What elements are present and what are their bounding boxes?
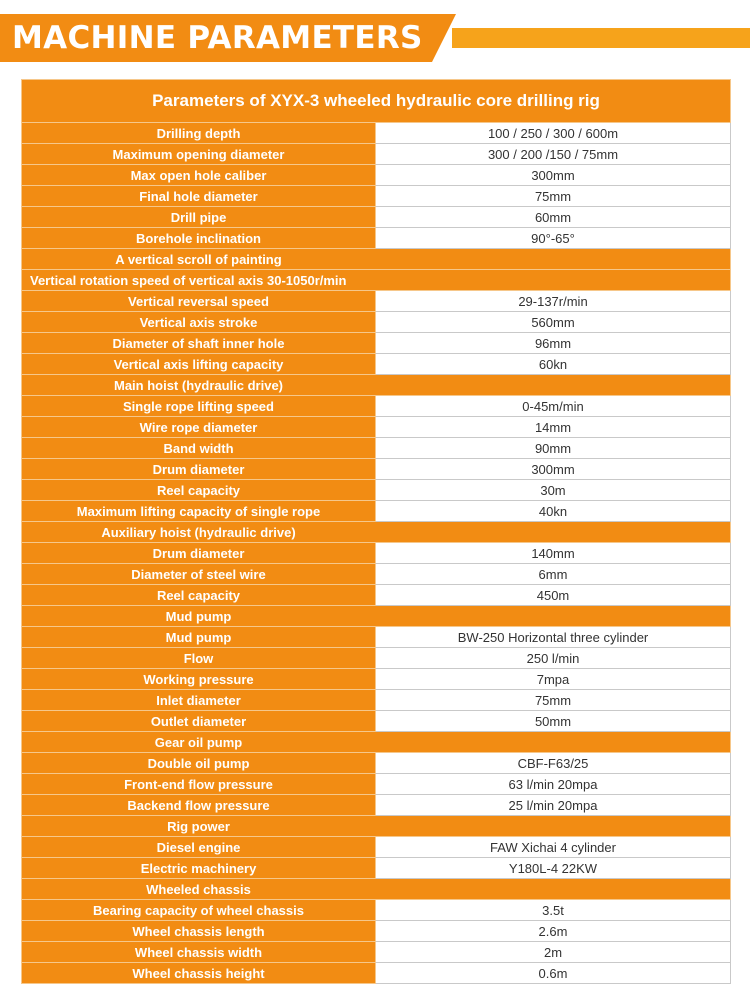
section-cell: [22, 522, 731, 543]
section-row: [22, 816, 731, 837]
param-label: Working pressure: [22, 669, 376, 690]
table-title-row: [22, 80, 731, 123]
param-label: Drum diameter: [22, 459, 376, 480]
param-value: 3.5t: [376, 900, 731, 921]
param-value: 25 l/min 20mpa: [376, 795, 731, 816]
table-row: [22, 228, 731, 249]
param-value: 29-137r/min: [376, 291, 731, 312]
param-label: Mud pump: [22, 627, 376, 648]
table-row: [22, 396, 731, 417]
table-row: [22, 858, 731, 879]
param-label: Max open hole caliber: [22, 165, 376, 186]
param-label: Inlet diameter: [22, 690, 376, 711]
param-label: Reel capacity: [22, 585, 376, 606]
param-value: 96mm: [376, 333, 731, 354]
param-label: Drum diameter: [22, 543, 376, 564]
table-row: [22, 165, 731, 186]
section-label: Wheeled chassis: [146, 881, 251, 897]
param-label: Vertical axis stroke: [22, 312, 376, 333]
table-row: [22, 333, 731, 354]
section-label: Gear oil pump: [154, 734, 243, 750]
section-label: Rig power: [167, 818, 230, 834]
param-value: 450m: [376, 585, 731, 606]
param-value: 60kn: [376, 354, 731, 375]
table-row: [22, 690, 731, 711]
section-cell: [22, 816, 731, 837]
banner-stripe: [452, 28, 750, 48]
param-value: 90mm: [376, 438, 731, 459]
param-label: Vertical reversal speed: [22, 291, 376, 312]
section-cell: [22, 375, 731, 396]
param-value: FAW Xichai 4 cylinder: [376, 837, 731, 858]
section-label: Main hoist (hydraulic drive): [113, 377, 284, 393]
parameters-table: [21, 79, 731, 984]
section-label: Vertical rotation speed of vertical axis 30-1050r/min: [30, 272, 347, 288]
param-value: 60mm: [376, 207, 731, 228]
param-label: Double oil pump: [22, 753, 376, 774]
table-row: [22, 144, 731, 165]
param-value: 560mm: [376, 312, 731, 333]
table-row: [22, 900, 731, 921]
section-cell: [22, 606, 731, 627]
section-row: [22, 732, 731, 753]
section-row: [22, 375, 731, 396]
param-label: Diameter of steel wire: [22, 564, 376, 585]
parameters-table-container: [21, 79, 730, 984]
table-row: [22, 774, 731, 795]
param-label: Diesel engine: [22, 837, 376, 858]
table-row: [22, 417, 731, 438]
table-row: [22, 543, 731, 564]
section-row: [22, 270, 731, 291]
table-row: [22, 627, 731, 648]
param-value: 0.6m: [376, 963, 731, 984]
table-row: [22, 312, 731, 333]
table-row: [22, 564, 731, 585]
param-value: 90°-65°: [376, 228, 731, 249]
param-value: 0-45m/min: [376, 396, 731, 417]
param-value: 300 / 200 /150 / 75mm: [376, 144, 731, 165]
table-row: [22, 963, 731, 984]
param-value: 300mm: [376, 459, 731, 480]
param-label: Final hole diameter: [22, 186, 376, 207]
param-value: 250 l/min: [376, 648, 731, 669]
param-label: Vertical axis lifting capacity: [22, 354, 376, 375]
param-label: Drill pipe: [22, 207, 376, 228]
param-value: 100 / 250 / 300 / 600m: [376, 123, 731, 144]
section-label: Mud pump: [165, 608, 232, 624]
table-row: [22, 291, 731, 312]
table-row: [22, 795, 731, 816]
param-value: 30m: [376, 480, 731, 501]
param-label: Wire rope diameter: [22, 417, 376, 438]
table-row: [22, 207, 731, 228]
param-label: Bearing capacity of wheel chassis: [22, 900, 376, 921]
param-value: 75mm: [376, 186, 731, 207]
table-row: [22, 585, 731, 606]
param-label: Wheel chassis width: [22, 942, 376, 963]
section-cell: [22, 879, 731, 900]
section-cell: [22, 270, 731, 291]
param-label: Borehole inclination: [22, 228, 376, 249]
table-row: [22, 921, 731, 942]
table-row: [22, 837, 731, 858]
param-value: 75mm: [376, 690, 731, 711]
param-label: Wheel chassis height: [22, 963, 376, 984]
param-value: 6mm: [376, 564, 731, 585]
table-title: Parameters of XYX-3 wheeled hydraulic core drilling rig: [22, 80, 731, 123]
param-label: Maximum lifting capacity of single rope: [22, 501, 376, 522]
param-value: 50mm: [376, 711, 731, 732]
section-cell: [22, 249, 731, 270]
table-row: [22, 354, 731, 375]
param-value: Y180L-4 22KW: [376, 858, 731, 879]
section-row: [22, 879, 731, 900]
table-row: [22, 501, 731, 522]
param-label: Diameter of shaft inner hole: [22, 333, 376, 354]
param-label: Outlet diameter: [22, 711, 376, 732]
param-label: Maximum opening diameter: [22, 144, 376, 165]
param-value: 2m: [376, 942, 731, 963]
table-row: [22, 942, 731, 963]
section-row: [22, 522, 731, 543]
table-row: [22, 648, 731, 669]
param-label: Electric machinery: [22, 858, 376, 879]
table-row: [22, 669, 731, 690]
table-row: [22, 753, 731, 774]
section-label: A vertical scroll of painting: [115, 251, 282, 267]
param-label: Wheel chassis length: [22, 921, 376, 942]
param-value: 63 l/min 20mpa: [376, 774, 731, 795]
param-label: Backend flow pressure: [22, 795, 376, 816]
section-label: Auxiliary hoist (hydraulic drive): [101, 524, 296, 540]
param-label: Reel capacity: [22, 480, 376, 501]
section-row: [22, 606, 731, 627]
param-value: 14mm: [376, 417, 731, 438]
table-row: [22, 711, 731, 732]
param-value: 140mm: [376, 543, 731, 564]
section-cell: [22, 732, 731, 753]
table-row: [22, 459, 731, 480]
param-value: CBF-F63/25: [376, 753, 731, 774]
section-row: [22, 249, 731, 270]
param-label: Band width: [22, 438, 376, 459]
table-row: [22, 123, 731, 144]
table-row: [22, 438, 731, 459]
page-title: MACHINE PARAMETERS: [0, 14, 432, 62]
param-label: Front-end flow pressure: [22, 774, 376, 795]
param-value: 2.6m: [376, 921, 731, 942]
table-row: [22, 480, 731, 501]
param-value: BW-250 Horizontal three cylinder: [376, 627, 731, 648]
param-label: Single rope lifting speed: [22, 396, 376, 417]
param-value: 300mm: [376, 165, 731, 186]
param-value: 7mpa: [376, 669, 731, 690]
param-value: 40kn: [376, 501, 731, 522]
table-row: [22, 186, 731, 207]
param-label: Flow: [22, 648, 376, 669]
param-label: Drilling depth: [22, 123, 376, 144]
